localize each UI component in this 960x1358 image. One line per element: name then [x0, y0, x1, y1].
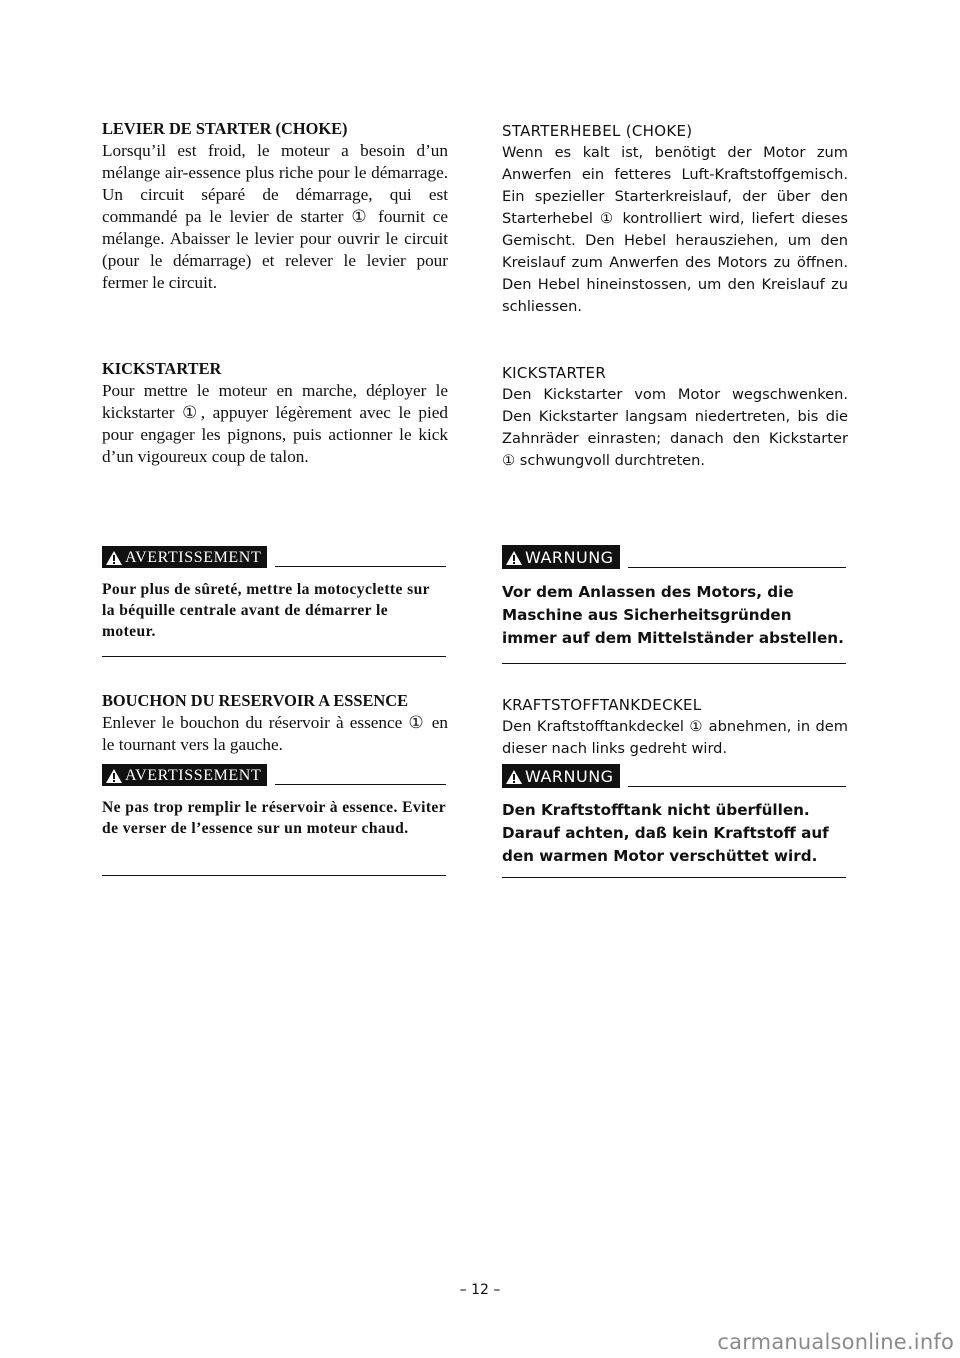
- warning-triangle-icon: [106, 551, 122, 565]
- warning-triangle-icon: [506, 551, 522, 565]
- fr-choke-section: [102, 118, 448, 294]
- fr-warning-1-line: [275, 566, 446, 567]
- de-warning-1-label: [502, 545, 620, 569]
- de-fuel-body: Den Kraftstofftankdeckel ① abnehmen, in dem dieser nach links gedreht wird.: [502, 718, 848, 757]
- de-warning-1-text: Vor dem Anlassen des Motors, die Maschine aus Sicherheitsgründen immer auf dem Mittelständer abstellen.: [502, 583, 844, 647]
- watermark: carmanualsonline.info: [717, 1330, 954, 1354]
- fr-warning-2-label-text: AVERTISSEMENT: [125, 766, 262, 784]
- fr-fuel-body: Enlever le bouchon du réservoir à essence ① en le tournant vers la gauche.: [102, 713, 448, 754]
- fr-kick-section: [102, 358, 448, 468]
- de-warning-2-rule: [502, 877, 846, 878]
- de-warning-2-label: [502, 764, 620, 788]
- de-fuel-heading: KRAFTSTOFFTANKDECKEL: [502, 696, 702, 714]
- de-warning-2-text: Den Kraftstofftank nicht überfüllen. Darauf achten, daß kein Kraftstoff auf den warmen Motor verschüttet wird.: [502, 801, 829, 865]
- fr-kick-body: Pour mettre le moteur en marche, déployer le kickstarter ①, appuyer légèrement avec le pied pour engager les pignons, puis actionner le kick d’un vigoureux coup de talon.: [102, 381, 448, 466]
- de-warning-2-line: [628, 786, 846, 787]
- fr-warning-1-banner: [102, 546, 446, 568]
- warning-triangle-icon: [106, 769, 122, 783]
- warning-triangle-icon: [506, 770, 522, 784]
- page-number: – 12 –: [459, 1282, 501, 1298]
- de-kick-body: Den Kickstarter vom Motor wegschwenken. Den Kickstarter langsam niedertreten, bis die Zahnräder einrasten; danach den Kickstarter ① schwungvoll durchtreten.: [502, 386, 848, 469]
- de-kick-section: [502, 362, 848, 472]
- de-warning-1-line: [628, 567, 846, 568]
- fr-warning-2-text: Ne pas trop remplir le réservoir à essence. Eviter de verser de l’essence sur un moteur chaud.: [102, 799, 446, 837]
- fr-warning-1-label-text: AVERTISSEMENT: [125, 548, 262, 566]
- fr-warning-2-rule: [102, 875, 446, 876]
- fr-choke-heading: LEVIER DE STARTER (CHOKE): [102, 119, 348, 138]
- fr-choke-body: Lorsqu’il est froid, le moteur a besoin d’un mélange air-essence plus riche pour le démarrage. Un circuit séparé de démarrage, qui est commandé pa le levier de starter ① fournit ce mélange. Abaisser le levier pour ouvrir le circuit (pour le démarrage) et relever le levier pour fermer le circuit.: [102, 141, 448, 292]
- fr-fuel-section: [102, 690, 448, 756]
- fr-kick-heading: KICKSTARTER: [102, 359, 222, 378]
- fr-warning-2-label: [102, 764, 267, 786]
- de-choke-section: [502, 120, 848, 318]
- fr-fuel-heading: BOUCHON DU RESERVOIR A ESSENCE: [102, 691, 409, 710]
- fr-warning-1-rule: [102, 656, 446, 657]
- de-fuel-section: [502, 694, 848, 760]
- fr-warning-1-label: [102, 546, 267, 568]
- de-warning-2-banner: [502, 764, 846, 788]
- fr-warning-1-text: Pour plus de sûreté, mettre la motocyclette sur la béquille centrale avant de démarrer le moteur.: [102, 581, 430, 640]
- de-choke-heading: STARTERHEBEL (CHOKE): [502, 122, 693, 140]
- fr-warning-2-line: [275, 784, 446, 785]
- fr-warning-2-banner: [102, 764, 446, 786]
- de-warning-2-label-text: WARNUNG: [525, 767, 614, 786]
- de-kick-heading: KICKSTARTER: [502, 364, 607, 382]
- de-warning-1-label-text: WARNUNG: [525, 548, 614, 567]
- de-warning-1-banner: [502, 545, 846, 569]
- de-choke-body: Wenn es kalt ist, benötigt der Motor zum Anwerfen ein fetteres Luft-Kraftstoffgemisch. Ein spezieller Starterkreislauf, der über den Starterhebel ① kontrolliert wird, liefert dieses Gemischt. Den Hebel herausziehen, um den Kreislauf zum Anwerfen des Motors zu öffnen. Den Hebel hineinstossen, um den Kreislauf zu schliessen.: [502, 144, 848, 315]
- de-warning-1-rule: [502, 663, 846, 664]
